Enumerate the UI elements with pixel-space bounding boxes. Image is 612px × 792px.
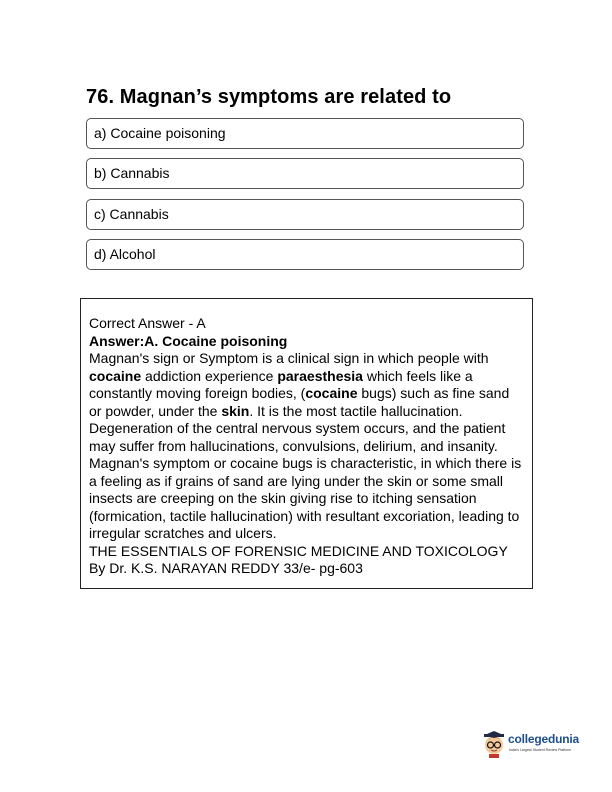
option-c[interactable]: c) Cannabis <box>86 199 524 230</box>
logo-wordmark: collegedunia <box>508 732 579 746</box>
question-text: Magnan’s symptoms are related to <box>119 86 452 108</box>
reference-title: THE ESSENTIALS OF FORENSIC MEDICINE AND TOXICOLOGY <box>89 542 508 559</box>
option-a[interactable]: a) Cocaine poisoning <box>86 118 524 149</box>
logo-tagline: India's Largest Student Review Platform <box>509 748 572 752</box>
question-number: 76. <box>86 86 115 108</box>
explanation-paragraph-3: Magnan's symptom or cocaine bugs is characteristic, in which there is a feeling as if grains of sand are lying under the skin or some small insects are creeping on the skin giving rise to itching sensation (formication, tactile hallucination) with resultant excoriation, leading to irregular scratches and ulcers. <box>89 455 522 541</box>
mascot-icon <box>481 730 507 758</box>
explanation-paragraph-1: Magnan's sign or Symptom is a clinical sign in which people with cocaine addiction experience paraesthesia which feels like a constantly moving foreign bodies, (cocaine bugs) such as fine sand or powder, under the skin. It is the most tactile hallucination. <box>89 350 510 419</box>
answer-heading: Answer:A. Cocaine poisoning <box>89 332 288 349</box>
reference-author: By Dr. K.S. NARAYAN REDDY 33/e- pg-603 <box>89 560 363 576</box>
explanation-paragraph-2: Degeneration of the central nervous system occurs, and the patient may suffer from hallucinations, convulsions, delirium, and insanity. <box>89 420 506 454</box>
question-title <box>86 86 451 109</box>
correct-answer-line: Correct Answer - A <box>89 315 206 331</box>
option-b[interactable]: b) Cannabis <box>86 158 524 189</box>
answer-explanation-box <box>80 298 533 589</box>
collegedunia-logo <box>481 730 583 760</box>
option-d[interactable]: d) Alcohol <box>86 239 524 270</box>
